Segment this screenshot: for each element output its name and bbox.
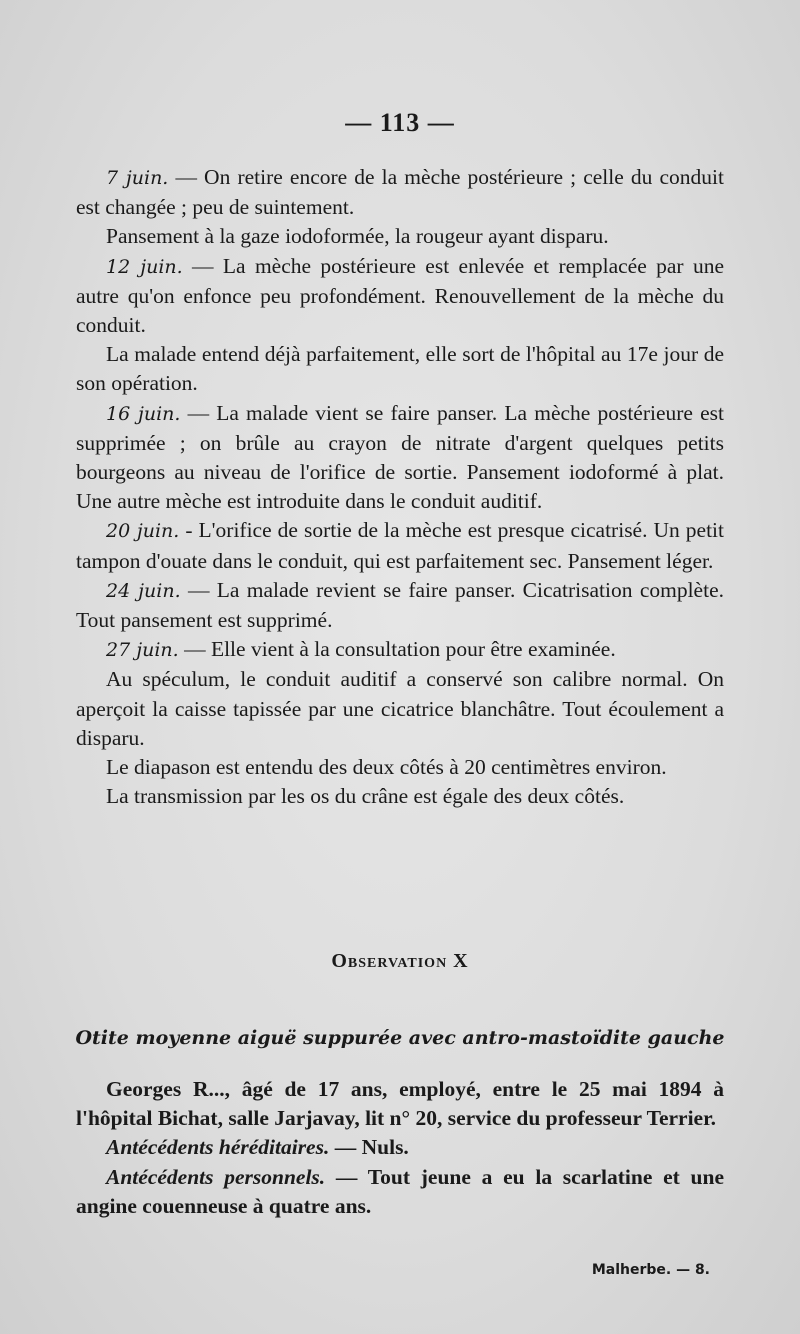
paragraph — [76, 399, 724, 517]
paragraph — [76, 516, 724, 575]
entry-date: 16 juin. — [106, 402, 181, 425]
patient-section — [76, 1075, 724, 1221]
paragraph-text: — Elle vient à la consultation pour être examinée. — [178, 637, 616, 662]
paragraph — [76, 782, 724, 811]
antecedents-hereditaires — [76, 1133, 724, 1162]
paragraph — [76, 163, 724, 222]
observation-subtitle: Otite moyenne aiguë suppurée avec antro-mastoïdite gauche — [75, 1027, 725, 1049]
paragraph-text: Le diapason est entendu des deux côtés à 20 centimètres environ. — [106, 755, 667, 780]
paragraph-text: La malade entend déjà parfaitement, elle sort de l'hôpital au 17e jour de son opération. — [76, 342, 724, 396]
paragraph-text: — On retire encore de la mèche postérieure ; celle du conduit est changée ; peu de suintement. — [76, 165, 724, 220]
entry-date: 7 juin. — [106, 167, 169, 189]
paragraph-text: - L'orifice de sortie de la mèche est presque cicatrisé. Un petit tampon d'ouate dans le conduit, qui est parfaitement sec. Pansement léger. — [76, 518, 724, 573]
paragraph — [76, 665, 724, 753]
page-number: — 113 — — [345, 108, 455, 137]
section-text: — Nuls. — [329, 1135, 409, 1160]
entry-date: 27 juin. — [106, 639, 179, 662]
entry-date: 20 juin. — [106, 520, 180, 543]
paragraph — [76, 252, 724, 341]
paragraph — [76, 635, 724, 665]
section-text: — Tout jeune a eu la scarlatine et une angine couenneuse à quatre ans. — [76, 1164, 724, 1218]
paragraph — [76, 340, 724, 398]
entry-date: 12 juin. — [106, 255, 183, 278]
paragraph — [76, 753, 724, 782]
paragraph-text: — La mèche postérieure est enlevée et remplacée par une autre qu'on enfonce peu profondément. Renouvellement de la mèche du conduit. — [76, 253, 724, 338]
paragraph-text: — La malade revient se faire panser. Cicatrisation complète. Tout pansement est supprimé. — [76, 577, 724, 633]
antecedents-personnels — [76, 1163, 724, 1221]
section-label: Antécédents héréditaires. — [106, 1135, 330, 1160]
footer-signature: Malherbe. — 8. — [591, 1262, 710, 1278]
paragraph — [76, 576, 724, 635]
section-label: Antécédents personnels. — [106, 1164, 326, 1189]
observation-heading: Observation X — [331, 950, 469, 972]
paragraph-text: — La malade vient se faire panser. La mèche postérieure est supprimée ; on brûle au crayon de nitrate d'argent quelques petits bourgeons au niveau de l'orifice de sortie. Pansement iodoformé à plat. Une autre mèche est introduite dans le conduit auditif. — [76, 400, 724, 514]
patient-intro: Georges R..., âgé de 17 ans, employé, entre le 25 mai 1894 à l'hôpital Bichat, salle Jarjavay, lit n° 20, service du professeur Terrier. — [76, 1077, 724, 1131]
paragraph-text: La transmission par les os du crâne est égale des deux côtés. — [106, 784, 625, 809]
observation-notes — [76, 163, 724, 811]
entry-date: 24 juin. — [106, 579, 181, 602]
paragraph-text: Au spéculum, le conduit auditif a conservé son calibre normal. On aperçoit la caisse tapissée par une cicatrice blanchâtre. Tout écoulement a disparu. — [76, 667, 724, 750]
paragraph-text: Pansement à la gaze iodoformée, la rougeur ayant disparu. — [106, 224, 609, 249]
paragraph — [76, 222, 724, 251]
